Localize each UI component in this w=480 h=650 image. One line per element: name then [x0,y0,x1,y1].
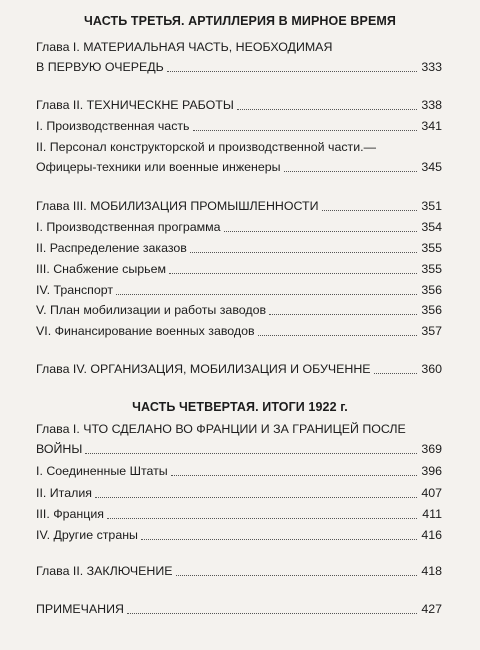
dot-leader [171,475,417,476]
toc-entry-label: IV. Другие страны [36,528,138,542]
toc-entry [36,526,442,544]
toc-entry-label: Глава IV. ОРГАНИЗАЦИЯ, МОБИЛИЗАЦИЯ И ОБУЧЕННЕ [36,362,371,376]
toc-entry-label: Глава I. ЧТО СДЕЛАНО ВО ФРАНЦИИ И ЗА ГРАНИЦЕЙ ПОСЛЕ [36,422,406,436]
toc-entry-label: Глава II. ТЕХНИЧЕСКНЕ РАБОТЫ [36,98,234,112]
part4-heading: ЧАСТЬ ЧЕТВЕРТАЯ. ИТОГИ 1922 г. [132,400,348,414]
toc-entry-page: 411 [422,507,442,521]
toc-entry-page: 333 [421,60,442,74]
toc-entry [36,38,442,56]
toc-entry-label: Глава III. МОБИЛИЗАЦИЯ ПРОМЫШЛЕННОСТИ [36,199,319,213]
dot-leader [95,497,417,498]
toc-entry-page: 355 [421,241,442,255]
toc-entry-page: 360 [421,362,442,376]
dot-leader [107,518,417,519]
dot-leader [224,231,417,232]
toc-entry-label: I. Соединенные Штаты [36,464,168,478]
dot-leader [284,171,417,172]
toc-entry-page: 341 [421,119,442,133]
toc-entry-label: ВОЙНЫ [36,442,83,456]
toc-entry-page: 418 [421,564,442,578]
toc-entry-page: 357 [421,324,442,338]
toc-entry-page: 369 [421,442,442,456]
toc-entry-label: В ПЕРВУЮ ОЧЕРЕДЬ [36,60,164,74]
toc-entry-page: 356 [421,303,442,317]
toc-entry [36,138,442,156]
toc-entry-page: 356 [421,283,442,297]
toc-entry [36,562,442,580]
toc-entry [36,218,442,236]
dot-leader [193,130,417,131]
toc-entry-page: 345 [421,160,442,174]
dot-leader [127,613,417,614]
toc-entry-label: III. Франция [36,507,104,521]
toc-entry [36,462,442,480]
toc-entry-label: VI. Финансирование военных заводов [36,324,255,338]
toc-entry-label: II. Италия [36,486,92,500]
toc-entry-label: Глава II. ЗАКЛЮЧЕНИЕ [36,564,173,578]
toc-entry-page: 351 [421,199,442,213]
toc-entry-page: 427 [421,602,442,616]
dot-leader [141,539,417,540]
toc-entry-label: II. Распределение заказов [36,241,187,255]
dot-leader [237,109,417,110]
toc-entry [36,239,442,257]
toc-entry-page: 354 [421,220,442,234]
dot-leader [258,335,417,336]
toc-entry-label: II. Персонал конструкторской и производственной части.— [36,140,376,154]
toc-entry [36,281,442,299]
toc-entry-label: ПРИМЕЧАНИЯ [36,602,124,616]
toc-entry [36,505,442,523]
dot-leader [190,252,417,253]
toc-entry [36,600,442,618]
toc-entry [36,440,442,458]
toc-entry [36,484,442,502]
dot-leader [167,71,417,72]
dot-leader [322,210,418,211]
toc-entry-label: Офицеры-техники или военные инженеры [36,160,281,174]
toc-entry [36,301,442,319]
dot-leader [169,273,417,274]
dot-leader [269,314,417,315]
toc-entry-label: III. Снабжение сырьем [36,262,166,276]
toc-entry [36,158,442,176]
toc-entry-page: 338 [421,98,442,112]
toc-entry-page: 416 [421,528,442,542]
toc-entry-label: I. Производственная часть [36,119,190,133]
dot-leader [116,294,417,295]
toc-entry-page: 396 [421,464,442,478]
toc-entry-page: 355 [421,262,442,276]
toc-entry [36,322,442,340]
toc-entry-page: 407 [421,486,442,500]
toc-entry [36,96,442,114]
toc-entry-label: IV. Транспорт [36,283,114,297]
dot-leader [374,373,417,374]
toc-entry-label: Глава I. МАТЕРИАЛЬНАЯ ЧАСТЬ, НЕОБХОДИМАЯ [36,40,333,54]
dot-leader [85,453,417,454]
toc-entry [36,360,442,378]
toc-entry [36,117,442,135]
toc-entry-label: V. План мобилизации и работы заводов [36,303,267,317]
toc-entry-label: I. Производственная программа [36,220,221,234]
toc-entry [36,197,442,215]
part3-heading: ЧАСТЬ ТРЕТЬЯ. АРТИЛЛЕРИЯ В МИРНОЕ ВРЕМЯ [84,14,396,28]
dot-leader [176,575,417,576]
toc-entry [36,58,442,76]
toc-entry [36,420,442,438]
toc-entry [36,260,442,278]
